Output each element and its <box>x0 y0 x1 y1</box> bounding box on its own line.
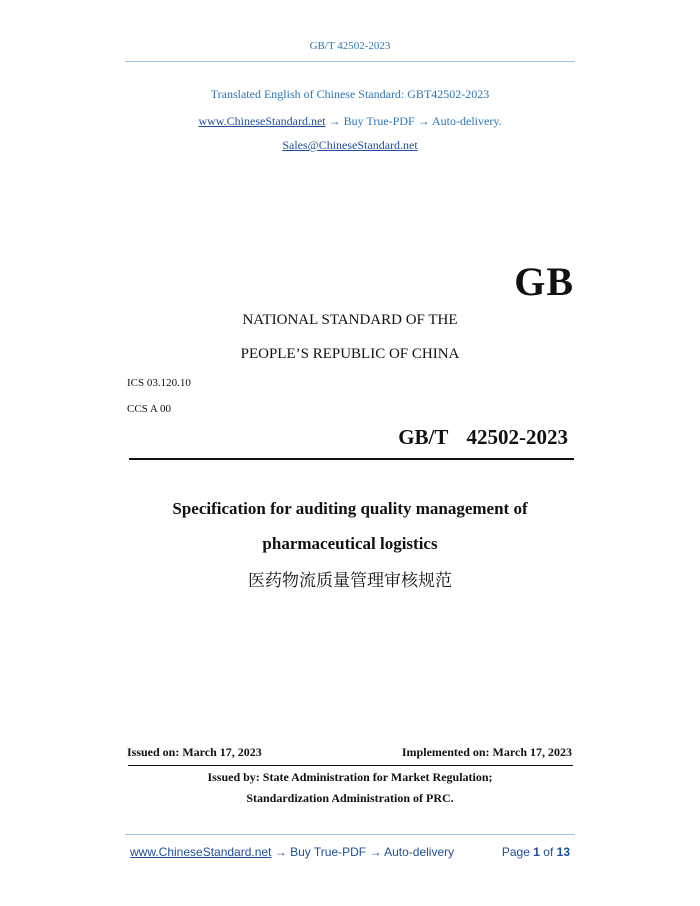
page-indicator <box>502 845 570 859</box>
email-link[interactable]: Sales@ChineseStandard.net <box>282 138 418 152</box>
issued-by-line1: Issued by: State Administration for Market Regulation; <box>207 770 493 784</box>
page-current: 1 <box>533 845 540 859</box>
footer-site-link[interactable]: www.ChineseStandard.net <box>130 845 272 859</box>
footer-buy-text: → Buy True-PDF → Auto-delivery <box>271 845 455 859</box>
standard-number-rule <box>129 458 574 460</box>
purchase-line <box>0 114 700 129</box>
email-line <box>0 138 700 153</box>
issued-by-line2: Standardization Administration of PRC. <box>246 791 454 805</box>
implemented-on: Implemented on: March 17, 2023 <box>401 745 572 759</box>
page-header: GB/T 42502-2023 <box>309 40 391 52</box>
title-chinese: 医药物流质量管理审核规范 <box>248 571 452 591</box>
site-link[interactable]: www.ChineseStandard.net <box>198 114 326 128</box>
ccs-code: CCS A 00 <box>127 403 172 415</box>
header-rule <box>125 61 575 62</box>
national-standard-line1: NATIONAL STANDARD OF THE <box>242 312 458 328</box>
page-total: 13 <box>556 845 570 859</box>
title-line1: Specification for auditing quality management of <box>172 499 528 518</box>
footer-rule <box>125 834 575 835</box>
issued-on: Issued on: March 17, 2023 <box>127 745 262 759</box>
gb-mark: GB <box>514 259 574 304</box>
buy-text: → Buy True-PDF → Auto-delivery. <box>325 114 502 128</box>
title-line2: pharmaceutical logistics <box>262 534 438 553</box>
dates-rule <box>128 765 573 766</box>
page-label: Page <box>501 845 530 859</box>
translation-notice: Translated English of Chinese Standard: GBT42502-2023 <box>210 87 490 101</box>
footer-purchase <box>130 845 454 859</box>
page-of: of <box>543 845 554 859</box>
national-standard-line2: PEOPLE’S REPUBLIC OF CHINA <box>240 346 460 362</box>
ics-code: ICS 03.120.10 <box>127 377 191 389</box>
standard-number: GB/T 42502-2023 <box>398 425 568 449</box>
